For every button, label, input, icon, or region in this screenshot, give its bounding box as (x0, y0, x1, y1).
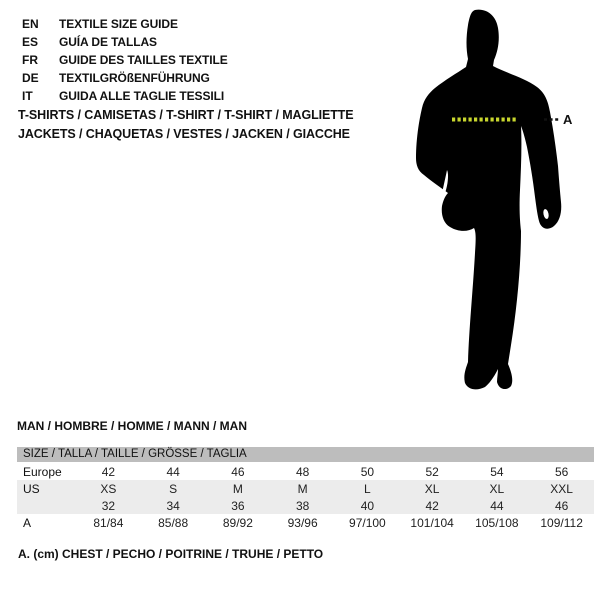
language-legend (22, 15, 228, 105)
language-row (22, 33, 228, 51)
row-label: A (23, 515, 32, 530)
table-cell: 97/100 (349, 515, 386, 530)
gender-heading: MAN / HOMBRE / HOMME / MANN / MAN (17, 419, 247, 433)
language-code: EN (22, 17, 39, 31)
table-cell: 48 (295, 464, 310, 479)
table-cell: M (297, 481, 308, 496)
size-table-body (17, 463, 594, 531)
table-cell: 38 (295, 498, 310, 513)
measurement-footnote: A. (cm) CHEST / PECHO / POITRINE / TRUHE / PETTO (18, 547, 324, 561)
table-row (17, 480, 594, 497)
table-cell: 109/112 (540, 515, 583, 530)
table-cell: 50 (360, 464, 375, 479)
language-row (22, 87, 228, 105)
table-cell: 40 (360, 498, 375, 513)
table-cell: 93/96 (287, 515, 318, 530)
language-label: TEXTILE SIZE GUIDE (59, 17, 178, 31)
row-label: Europe (23, 464, 62, 479)
table-cell: 81/84 (93, 515, 124, 530)
language-row (22, 51, 228, 69)
table-cell: 42 (101, 464, 116, 479)
language-code: FR (22, 53, 38, 67)
table-cell: 46 (554, 498, 569, 513)
language-code: ES (22, 35, 39, 49)
table-cell: M (232, 481, 243, 496)
language-row (22, 15, 228, 33)
language-code: IT (22, 89, 33, 103)
table-cell: XS (100, 481, 117, 496)
table-cell: 32 (101, 498, 116, 513)
table-cell: S (169, 481, 178, 496)
category-line-jackets: JACKETS / CHAQUETAS / VESTES / JACKEN / GIACCHE (18, 127, 350, 141)
table-cell: 36 (231, 498, 245, 513)
table-cell: XL (424, 481, 440, 496)
table-cell: 56 (554, 464, 569, 479)
man-figure (390, 2, 600, 402)
language-row (22, 69, 228, 87)
table-cell: 54 (490, 464, 504, 479)
measure-label-a: A (563, 112, 573, 127)
language-code: DE (22, 71, 39, 85)
table-row (17, 497, 594, 514)
language-label: GUIDA ALLE TAGLIE TESSILI (59, 89, 225, 103)
table-cell: 34 (166, 498, 180, 513)
table-cell: 101/104 (410, 515, 454, 530)
table-cell: 85/88 (158, 515, 189, 530)
man-silhouette (416, 10, 561, 390)
table-cell: L (364, 481, 371, 496)
table-cell: XL (489, 481, 505, 496)
table-cell: 44 (490, 498, 504, 513)
table-cell: 42 (425, 498, 439, 513)
size-table (17, 447, 594, 531)
category-line-tshirts: T-SHIRTS / CAMISETAS / T-SHIRT / T-SHIRT / MAGLIETTE (18, 108, 354, 122)
language-label: GUIDE DES TAILLES TEXTILE (59, 53, 228, 67)
row-label: US (23, 481, 40, 496)
table-cell: XXL (550, 481, 573, 496)
table-cell: 52 (425, 464, 439, 479)
table-cell: 46 (231, 464, 245, 479)
garment-categories (18, 106, 354, 144)
table-cell: 105/108 (475, 515, 519, 530)
language-label: TEXTILGRÖßENFÜHRUNG (59, 71, 210, 85)
table-row (17, 463, 594, 480)
table-cell: 44 (166, 464, 180, 479)
table-cell: 89/92 (222, 515, 253, 530)
language-label: GUÍA DE TALLAS (59, 35, 157, 49)
size-table-header: SIZE / TALLA / TAILLE / GRÖSSE / TAGLIA (17, 447, 594, 462)
table-row (17, 514, 594, 531)
man-silhouette-svg (390, 2, 600, 402)
